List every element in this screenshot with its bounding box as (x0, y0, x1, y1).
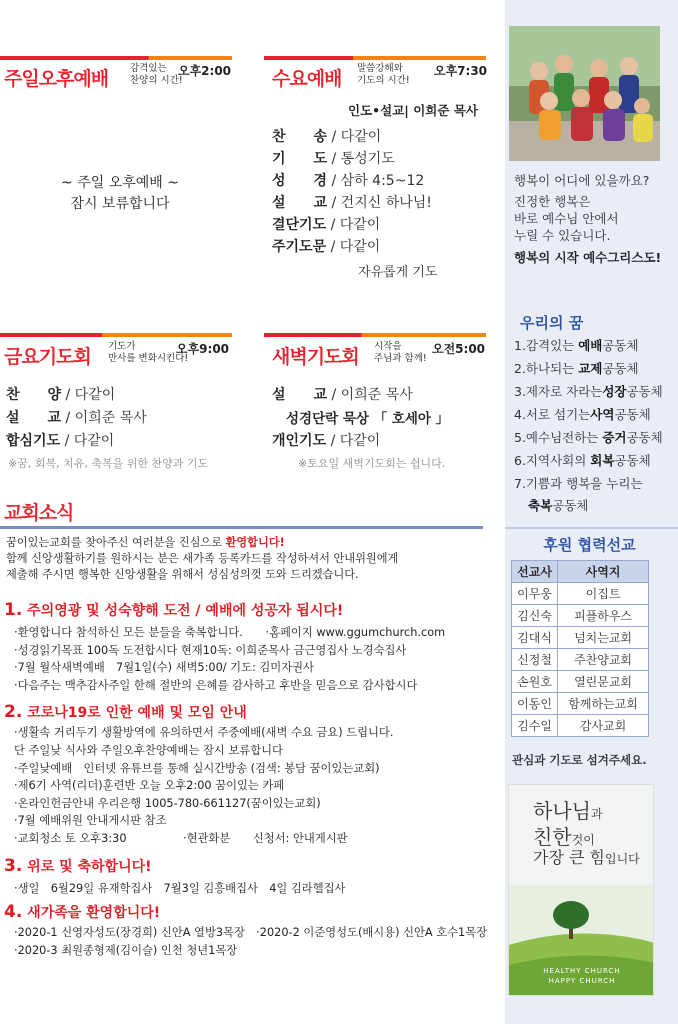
dream-suffix: 공동체 (602, 361, 639, 376)
row-value: / 다같이 (331, 129, 382, 145)
mission-field: 감사교회 (558, 715, 649, 737)
mission-field: 주찬양교회 (558, 649, 649, 671)
news-item: ·온라인헌금안내 우리은행 1005-780-661127(꿈이있는교회) (14, 797, 321, 810)
group-photo (509, 26, 660, 161)
row-value: / 통성기도 (331, 151, 395, 167)
dawn-bible: 성경단락 묵상 「 호세아 」 (286, 411, 450, 427)
news-section-text: 코로나19로 인한 예배 및 모임 안내 (22, 705, 247, 721)
news-item: ·교회청소 토 오후3:30 ·현관화분 신청서: 안내게시판 (14, 832, 348, 845)
row-key: 설 교 (6, 410, 62, 426)
mission-header-field: 사역지 (558, 561, 649, 583)
wednesday-desc: 말씀강해와 기도의 시간! (357, 63, 410, 86)
dream-prefix: 2.하나되는 (514, 361, 579, 376)
book-title-line2: 친한것이 (533, 825, 595, 849)
wednesday-row (272, 170, 424, 190)
wednesday-row (272, 148, 395, 168)
dream-item (514, 451, 651, 469)
friday-row (6, 430, 114, 450)
news-item: ·7월 월삭새벽예배 7월1일(수) 새벽5:00/ 기도: 김미자권사 (14, 661, 314, 674)
row-key: 결단기도 (272, 217, 327, 233)
row-key: 찬 송 (272, 129, 328, 145)
mission-field: 함께하는교회 (558, 693, 649, 715)
row-value: / 다같이 (330, 239, 381, 255)
dream-prefix: 6.지역사회의 (514, 453, 591, 468)
dawn-time: 오전5:00 (432, 342, 486, 356)
missionary-name: 이동인 (512, 693, 558, 715)
dawn-bar (264, 333, 486, 337)
sunday-bar (0, 56, 232, 60)
row-value: / 건지신 하나님! (331, 195, 432, 211)
dream-item (514, 474, 643, 492)
mission-header-missionary: 선교사 (512, 561, 558, 583)
dream-item (514, 428, 663, 446)
news-item: ·제6기 사역(리더)훈련반 오늘 오후2:00 꿈이있는 카페 (14, 779, 285, 792)
missionary-name: 신정철 (512, 649, 558, 671)
mission-row (512, 605, 649, 627)
dream-suffix: 공동체 (626, 430, 663, 445)
mission-separator (505, 527, 678, 529)
dream-prefix: 1.감격있는 (514, 338, 579, 353)
wednesday-row (272, 192, 432, 212)
missionary-name: 김신숙 (512, 605, 558, 627)
mission-title: 후원 협력선교 (543, 536, 636, 554)
friday-row (6, 384, 115, 404)
news-item: ·다음주는 맥추감사주일 한해 절반의 은혜를 감사하고 후반을 믿음으로 감사합시다 (14, 679, 418, 692)
mission-row (512, 693, 649, 715)
news-section-number: 3. (4, 856, 23, 876)
row-value: / 이희준 목사 (65, 410, 147, 426)
dream-keyword: 교제 (578, 361, 603, 376)
mission-row (512, 583, 649, 605)
news-item: ·생일 6월29일 유재학집사 7월3일 김흥배집사 4일 김라헬집사 (14, 882, 346, 895)
book-cover (508, 784, 654, 996)
mission-table (511, 560, 649, 737)
friday-desc: 기도가 만사를 변화시킨다! (108, 341, 189, 364)
friday-note: ※꿈, 회복, 치유, 축복을 위한 찬양과 기도 (8, 457, 209, 470)
news-item: ·2020-1 신영자성도(장경희) 신안A 열방3목장 ·2020-2 이준영성도(배시용) 신안A 호수1목장 (14, 926, 488, 939)
dream-keyword: 예배 (578, 338, 603, 353)
mission-row (512, 715, 649, 737)
dream-item (514, 382, 663, 400)
sunday-pm-notice: ~ 주일 오후예배 ~ 잠시 보류합니다 (61, 175, 179, 212)
news-intro-1: 꿈이있는교회를 찾아주신 여러분을 진심으로 환영합니다! (6, 536, 285, 549)
dream-prefix: 3.제자로 자라는 (514, 384, 603, 399)
news-intro-3: 제출해 주시면 행복한 신앙생활을 위해서 성심성의껏 도와 드리겠습니다. (6, 568, 359, 581)
wednesday-time: 오후7:30 (434, 64, 488, 78)
happiness-caption: 행복이 어디에 있을까요? 진정한 행복은 바로 예수님 안에서 누릴 수 있습니다. 행복의 시작 예수그리스도! (514, 173, 662, 265)
dream-keyword: 사역 (590, 407, 615, 422)
dream-prefix: 4.서로 섬기는 (514, 407, 591, 422)
wednesday-free-prayer: 자유롭게 기도 (358, 265, 438, 280)
wednesday-row (272, 236, 380, 256)
friday-bar (0, 333, 232, 337)
news-item: ·생활속 거리두기 생활방역에 유의하면서 주중예배(새벽 수요 금요) 드립니다. (14, 726, 394, 739)
news-section-number: 1. (4, 600, 23, 620)
news-item: ·주일낮예배 인터넷 유튜브를 통해 실시간방송 (검색: 봉담 꿈이있는교회) (14, 762, 380, 775)
row-value: / 다같이 (64, 433, 115, 449)
row-key: 찬 양 (6, 387, 62, 403)
dawn-prayer-row: 개인기도 / 다같이 (272, 433, 381, 449)
mission-field: 이집트 (558, 583, 649, 605)
news-section-text: 위로 및 축하합니다! (22, 859, 152, 875)
book-title-line3: 가장 큰 힘입니다 (533, 848, 640, 867)
dream-suffix: 공동체 (614, 453, 651, 468)
dawn-desc: 시작을 주님과 함께! (374, 341, 427, 364)
row-key: 주기도문 (272, 239, 327, 255)
row-value: / 삼하 4:5~12 (331, 173, 425, 189)
dream-suffix: 공동체 (626, 384, 663, 399)
friday-title: 금요기도회 (4, 346, 91, 368)
missionary-name: 손원호 (512, 671, 558, 693)
mission-field: 넘치는교회 (558, 627, 649, 649)
news-title: 교회소식 (4, 502, 74, 524)
friday-row (6, 407, 147, 427)
wednesday-title: 수요예배 (272, 68, 342, 90)
news-section-heading (4, 702, 247, 722)
dream-keyword: 성장 (602, 384, 627, 399)
friday-time: 오후9:00 (176, 342, 230, 356)
mission-row (512, 627, 649, 649)
dreams-title: 우리의 꿈 (520, 314, 584, 332)
mission-row (512, 649, 649, 671)
wednesday-leader: 인도•설교| 이희준 목사 (348, 103, 478, 118)
wednesday-row (272, 214, 380, 234)
dream-keyword: 증거 (602, 430, 627, 445)
mission-field: 피플하우스 (558, 605, 649, 627)
dream-prefix: 7.기쁨과 행복을 누리는 (514, 476, 643, 491)
book-english-1: HEALTHY CHURCH (543, 967, 621, 975)
row-value: / 다같이 (330, 217, 381, 233)
news-item: 단 주일낮 식사와 주일오후찬양예배는 잠시 보류합니다 (14, 744, 283, 757)
sunday-pm-desc: 감격있는 찬양의 시간! (130, 63, 183, 86)
dream-item (514, 359, 639, 377)
news-section-text: 주의영광 및 성숙향해 도전 / 예배에 성공자 됩시다! (22, 603, 344, 619)
news-intro-2: 함께 신앙생활하기를 원하시는 분은 새가족 등록카드를 작성하셔서 안내위원에게 (6, 552, 399, 565)
missionary-name: 김수일 (512, 715, 558, 737)
dream-prefix: 5.예수님전하는 (514, 430, 603, 445)
sunday-pm-title: 주일오후예배 (4, 68, 109, 90)
dream-suffix: 공동체 (614, 407, 651, 422)
missionary-name: 이무웅 (512, 583, 558, 605)
missionary-name: 김대식 (512, 627, 558, 649)
row-key: 성 경 (272, 173, 328, 189)
dream-keyword: 회복 (590, 453, 615, 468)
dream-item (514, 405, 651, 423)
dawn-note: ※토요일 새벽기도회는 쉽니다. (298, 457, 446, 470)
sunday-pm-time: 오후2:00 (178, 64, 232, 78)
row-key: 합심기도 (6, 433, 61, 449)
mission-row (512, 671, 649, 693)
dream-item-7b: 축복공동체 (528, 498, 589, 513)
news-item: ·성경읽기목표 100독 도전합시다 현재10독: 이희준목사 금근영집사 노경숙집사 (14, 644, 407, 657)
news-item: ·7월 예배위원 안내게시판 참조 (14, 814, 167, 827)
mission-footer: 관심과 기도로 섬겨주세요. (512, 753, 647, 767)
dawn-sermon-row: 설 교 / 이희준 목사 (272, 387, 413, 403)
news-section-heading (4, 902, 160, 922)
dream-item (514, 336, 639, 354)
book-title-line1: 하나님과 (533, 799, 603, 823)
news-section-heading (4, 600, 343, 620)
book-english-2: HAPPY CHURCH (548, 977, 616, 985)
row-value: / 다같이 (65, 387, 116, 403)
news-item: ·2020-3 최원종형제(김이슬) 인천 청년1목장 (14, 944, 238, 957)
dream-suffix: 공동체 (602, 338, 639, 353)
wednesday-row (272, 126, 381, 146)
news-section-number: 4. (4, 902, 23, 922)
news-section-number: 2. (4, 702, 23, 722)
wednesday-bar (264, 56, 486, 60)
news-divider (0, 526, 483, 529)
news-section-heading (4, 856, 152, 876)
news-item: ·환영합니다 참석하신 모든 분들을 축복합니다. ·홈페이지 www.ggumchurch.com (14, 626, 446, 639)
news-section-text: 새가족을 환영합니다! (22, 905, 161, 921)
mission-field: 열린문교회 (558, 671, 649, 693)
dawn-title: 새벽기도회 (272, 346, 359, 368)
row-key: 설 교 (272, 195, 328, 211)
row-key: 기 도 (272, 151, 328, 167)
